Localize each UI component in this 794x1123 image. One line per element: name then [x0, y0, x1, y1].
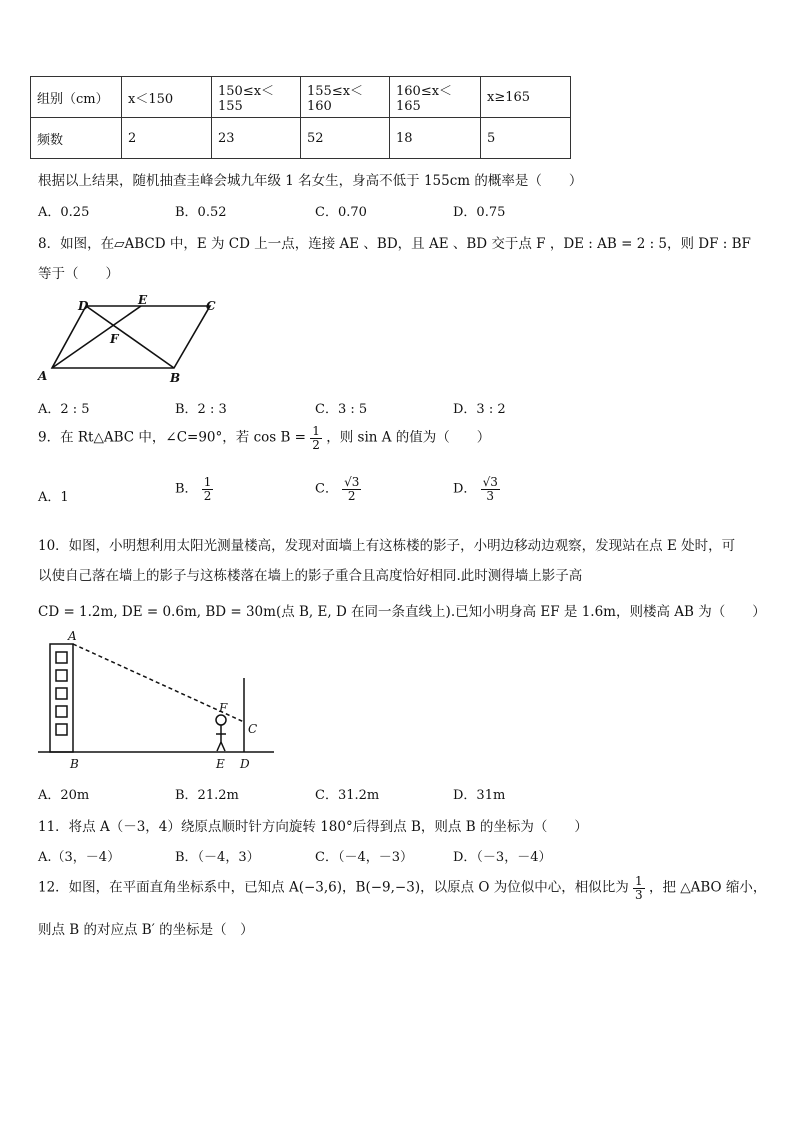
q9-option-d-num: √3 — [482, 475, 498, 489]
q10-text-line1: 10．如图，小明想利用太阳光测量楼高，发现对面墙上有这栋楼的影子，小明边移动边观察，发现站在点 E 处时，可 — [38, 538, 736, 554]
building-shadow-figure — [36, 630, 276, 770]
q9-option-d-den: 3 — [486, 488, 495, 503]
q9-text-pre: 9．在 Rt△ABC 中，∠C=90°，若 cos B = — [38, 429, 306, 446]
q9-option-d-prefix: D． — [453, 481, 477, 497]
label-f: F — [219, 701, 228, 715]
table-cell: 155≤x＜160 — [301, 77, 390, 118]
label-e: E — [138, 293, 148, 307]
label-a: A — [38, 369, 48, 383]
label-f: F — [110, 332, 119, 346]
q8-text-line1: 8．如图，在▱ABCD 中，E 为 CD 上一点，连接 AE 、BD，且 AE 、BD 交于点 F ，DE : AB = 2 : 5，则 DF : BF — [38, 236, 751, 252]
q10-option-a: A．20m — [38, 788, 90, 803]
table-cell: 18 — [390, 118, 481, 159]
q7-option-c: C．0.70 — [315, 205, 367, 220]
q9-frac-den: 2 — [312, 437, 320, 452]
table-row — [31, 77, 571, 118]
q9-option-c-prefix: C． — [315, 481, 338, 497]
q9-option-b-prefix: B． — [175, 481, 198, 497]
q11-option-b: B．（－4，3） — [175, 850, 260, 865]
q11-option-a: A.（3，－4） — [38, 850, 121, 865]
table-cell: 频数 — [31, 118, 122, 159]
q8-option-b: B．2 : 3 — [175, 402, 227, 417]
table-cell: 组别（cm） — [31, 77, 122, 118]
label-d: D — [240, 757, 250, 770]
q7-option-d: D．0.75 — [453, 205, 506, 220]
q10-option-c: C．31.2m — [315, 788, 380, 803]
q9-text — [38, 425, 490, 451]
q9-fraction — [310, 425, 322, 451]
label-a: A — [68, 630, 77, 643]
table-cell: 2 — [122, 118, 212, 159]
q9-option-c — [315, 476, 361, 502]
q9-option-c-den: 2 — [347, 488, 356, 503]
table-cell: 5 — [481, 118, 571, 159]
table-cell: x＜150 — [122, 77, 212, 118]
q10-text-line2: 以使自己落在墙上的影子与这栋楼落在墙上的影子重合且高度恰好相同.此时测得墙上影子高 — [38, 568, 583, 584]
q7-option-b: B．0.52 — [175, 205, 227, 220]
label-c: C — [206, 299, 216, 313]
q9-option-d — [453, 476, 500, 502]
label-b: B — [170, 371, 181, 385]
q9-option-b-den: 2 — [203, 488, 212, 503]
q11-option-d: D．（－3，－4） — [453, 850, 552, 865]
label-e: E — [216, 757, 225, 770]
q8-option-c: C．3 : 5 — [315, 402, 368, 417]
window — [56, 652, 67, 663]
q9-option-c-num: √3 — [344, 475, 360, 489]
table-cell: x≥165 — [481, 77, 571, 118]
q9-option-a: A．1 — [38, 490, 69, 505]
person-head — [216, 715, 226, 725]
q10-text-line3: CD = 1.2m, DE = 0.6m, BD = 30m(点 B, E, D 在同一条直线上).已知小明身高 EF 是 1.6m，则楼高 AB 为（ ） — [38, 604, 766, 620]
q11-option-c: C．（－4，－3） — [315, 850, 413, 865]
label-d: D — [78, 299, 89, 313]
q7-option-a: A．0.25 — [38, 205, 90, 220]
q12-frac-num: 1 — [635, 874, 643, 888]
q12-frac-den: 3 — [635, 887, 643, 902]
frequency-table — [30, 76, 571, 159]
q9-option-b-num: 1 — [203, 475, 212, 489]
table-cell: 150≤x＜155 — [212, 77, 301, 118]
q8-option-a: A．2 : 5 — [38, 402, 90, 417]
person-leg — [221, 742, 225, 751]
q12-text-pre: 12．如图，在平面直角坐标系中，已知点 A(−3,6)，B(−9,−3)，以原点 O 为位似中心，相似比为 — [38, 879, 629, 896]
q7-text: 根据以上结果，随机抽查圭峰会城九年级 1 名女生，身高不低于 155cm 的概率是（ ） — [38, 173, 583, 189]
building — [50, 644, 73, 752]
q12-fraction — [633, 875, 645, 901]
window — [56, 670, 67, 681]
q11-text: 11．将点 A（－3，4）绕原点顺时针方向旋转 180°后得到点 B，则点 B 的坐标为（ ） — [38, 819, 588, 835]
table-row — [31, 118, 571, 159]
q9-text-post: ，则 sin A 的值为（ ） — [326, 429, 491, 446]
q12-text-post: ，把 △ABO 缩小， — [648, 879, 767, 896]
table-cell: 52 — [301, 118, 390, 159]
parallelogram-figure — [34, 292, 224, 386]
q8-text-line2: 等于（ ） — [38, 266, 119, 282]
table-cell: 160≤x＜165 — [390, 77, 481, 118]
label-b: B — [70, 757, 79, 770]
q9-option-b — [175, 476, 213, 502]
segment-ae — [52, 306, 141, 368]
window — [56, 724, 67, 735]
q9-frac-num: 1 — [312, 424, 320, 438]
q10-option-d: D．31m — [453, 788, 506, 803]
window — [56, 688, 67, 699]
q10-option-b: B．21.2m — [175, 788, 239, 803]
window — [56, 706, 67, 717]
table-cell: 23 — [212, 118, 301, 159]
q12-text-line2: 则点 B 的对应点 B′ 的坐标是（ ） — [38, 922, 254, 938]
label-c: C — [248, 722, 258, 736]
q8-option-d: D．3 : 2 — [453, 402, 506, 417]
person-leg — [217, 742, 221, 751]
segment-bd — [86, 306, 174, 368]
q12-text — [38, 875, 766, 901]
